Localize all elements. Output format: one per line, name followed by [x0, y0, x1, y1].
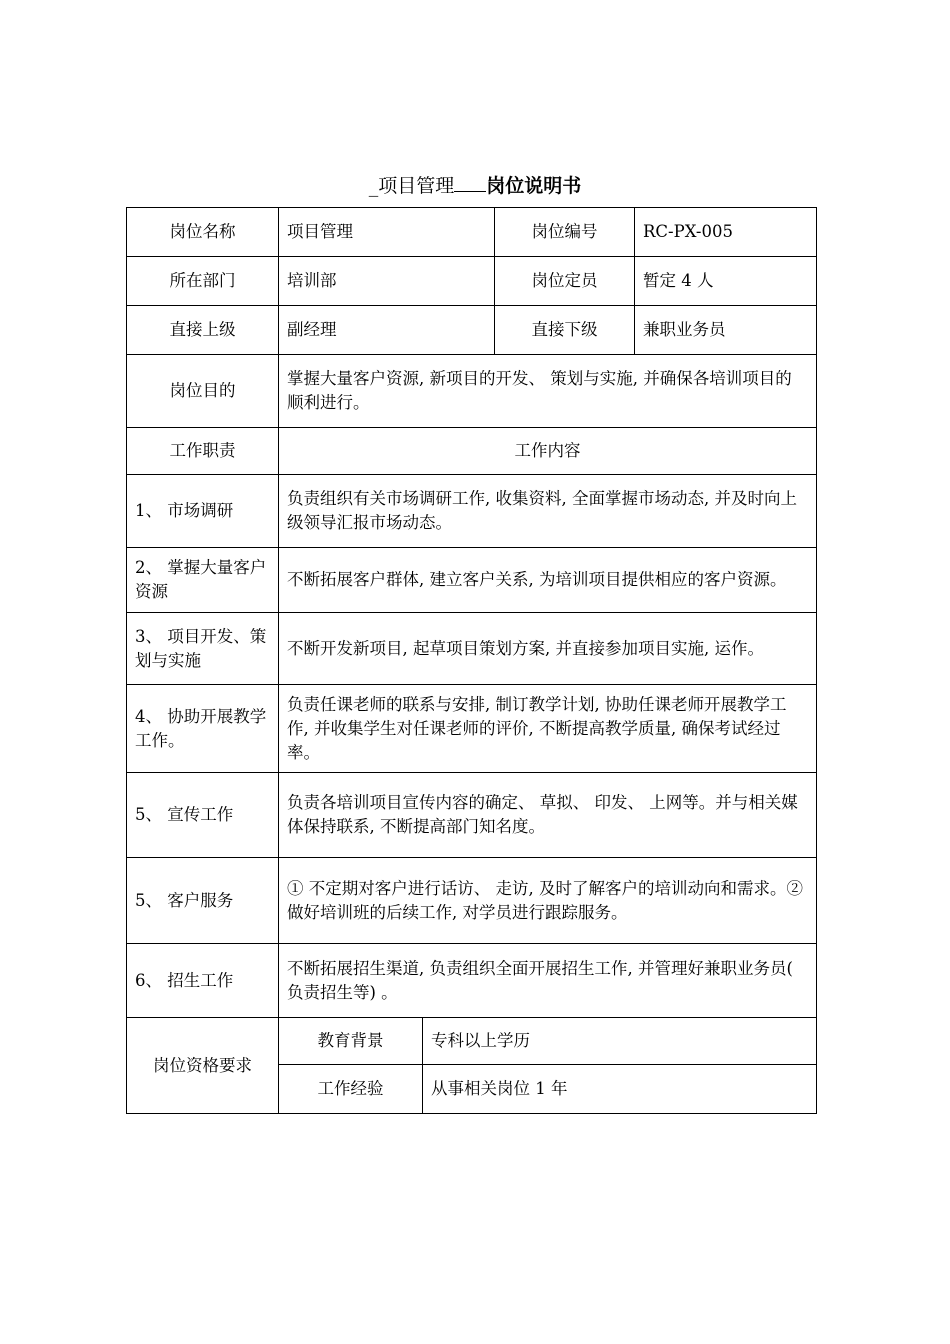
duty-content: 负责组织有关市场调研工作, 收集资料, 全面掌握市场动态, 并及时向上级领导汇报市场动态。: [279, 475, 817, 548]
duty-title: 2、 掌握大量客户资源: [127, 548, 279, 613]
title-underline: [454, 173, 486, 192]
duty-title: 5、 客户服务: [127, 858, 279, 944]
duty-row: [127, 685, 817, 773]
value-position-name: 项目管理: [279, 208, 495, 257]
purpose-row: [127, 355, 817, 428]
label-experience: 工作经验: [279, 1065, 423, 1114]
duty-row: [127, 858, 817, 944]
value-department: 培训部: [279, 257, 495, 306]
duty-title: 4、 协助开展教学工作。: [127, 685, 279, 773]
duty-content: 负责各培训项目宣传内容的确定、 草拟、 印发、 上网等。并与相关媒体保持联系, 不断提高部门知名度。: [279, 773, 817, 858]
duty-content: 不断开发新项目, 起草项目策划方案, 并直接参加项目实施, 运作。: [279, 613, 817, 685]
duty-content: 负责任课老师的联系与安排, 制订教学计划, 协助任课老师开展教学工作, 并收集学生对任课老师的评价, 不断提高教学质量, 确保考试经过率。: [279, 685, 817, 773]
value-education: 专科以上学历: [423, 1018, 817, 1065]
title-suffix: 岗位说明书: [486, 175, 582, 197]
title-prefix: _项目管理: [368, 175, 455, 197]
label-department: 所在部门: [127, 257, 279, 306]
value-supervisor: 副经理: [279, 306, 495, 355]
duty-content: 不断拓展客户群体, 建立客户关系, 为培训项目提供相应的客户资源。: [279, 548, 817, 613]
duty-row: [127, 773, 817, 858]
label-education: 教育背景: [279, 1018, 423, 1065]
duty-row: [127, 613, 817, 685]
value-experience: 从事相关岗位 1 年: [423, 1065, 817, 1114]
info-row-2: [127, 257, 817, 306]
duty-content: ① 不定期对客户进行话访、 走访, 及时了解客户的培训动向和需求。②做好培训班的后续工作, 对学员进行跟踪服务。: [279, 858, 817, 944]
label-purpose: 岗位目的: [127, 355, 279, 428]
duty-content: 不断拓展招生渠道, 负责组织全面开展招生工作, 并管理好兼职业务员( 负责招生等) 。: [279, 944, 817, 1018]
job-description-table: [126, 207, 817, 1114]
duty-title: 3、 项目开发、策划与实施: [127, 613, 279, 685]
duty-row: [127, 475, 817, 548]
header-content: 工作内容: [279, 428, 817, 475]
duties-header-row: [127, 428, 817, 475]
label-headcount: 岗位定员: [495, 257, 635, 306]
label-position-code: 岗位编号: [495, 208, 635, 257]
document-title: [0, 172, 950, 200]
duty-title: 5、 宣传工作: [127, 773, 279, 858]
label-subordinate: 直接下级: [495, 306, 635, 355]
header-duty: 工作职责: [127, 428, 279, 475]
value-purpose: 掌握大量客户资源, 新项目的开发、 策划与实施, 并确保各培训项目的顺利进行。: [279, 355, 817, 428]
duty-row: [127, 548, 817, 613]
duty-title: 6、 招生工作: [127, 944, 279, 1018]
label-position-name: 岗位名称: [127, 208, 279, 257]
label-qualifications: 岗位资格要求: [127, 1018, 279, 1114]
value-position-code: RC-PX-005: [635, 208, 817, 257]
value-subordinate: 兼职业务员: [635, 306, 817, 355]
duty-title: 1、 市场调研: [127, 475, 279, 548]
value-headcount: 暂定 4 人: [635, 257, 817, 306]
info-row-1: [127, 208, 817, 257]
duty-row: [127, 944, 817, 1018]
qualification-row: [127, 1018, 817, 1065]
info-row-3: [127, 306, 817, 355]
label-supervisor: 直接上级: [127, 306, 279, 355]
